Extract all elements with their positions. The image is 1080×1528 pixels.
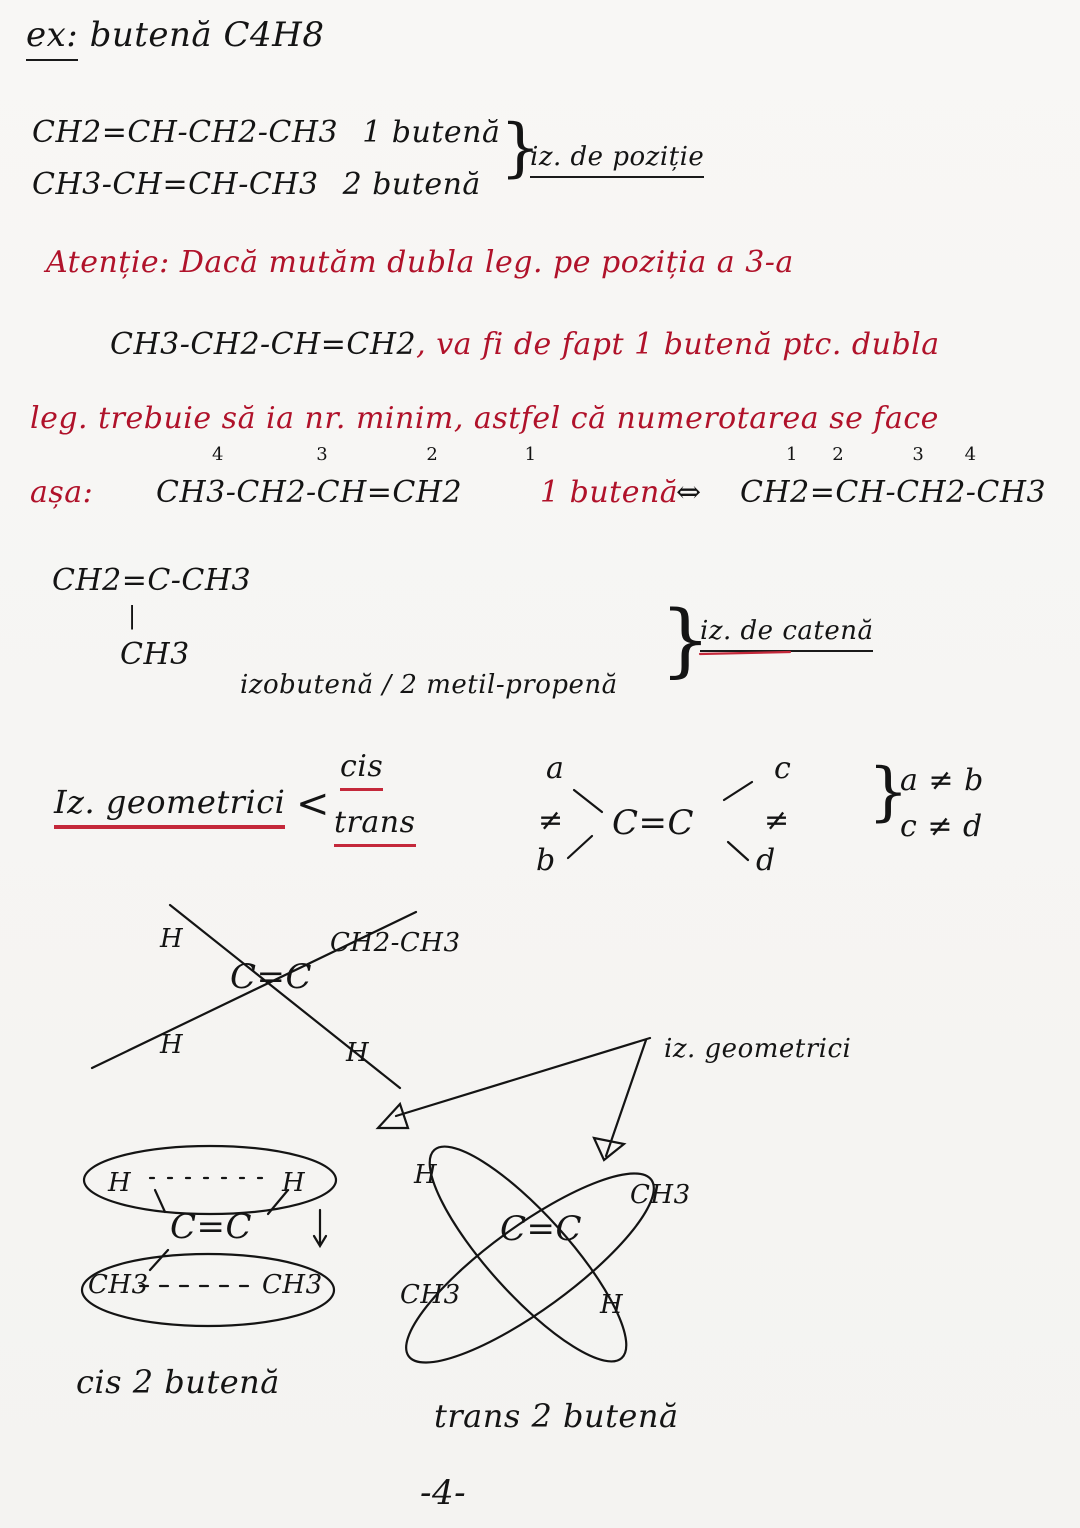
general-double-bond: C=C bbox=[612, 803, 695, 843]
result-name: 1 butenă bbox=[540, 475, 679, 510]
formula: CH3-CH=CH-CH3 bbox=[32, 167, 319, 202]
branch-bracket-icon: < bbox=[296, 781, 331, 827]
trans-ch3-top: CH3 bbox=[630, 1180, 691, 1210]
trans-ch3-bottom: CH3 bbox=[400, 1280, 461, 1310]
neq-left: ≠ bbox=[538, 803, 564, 838]
arrow-label: iz. geometrici bbox=[664, 1034, 852, 1064]
isobutene-branch: CH3 bbox=[120, 637, 190, 672]
isobutene-formula: CH2=C-CH3 bbox=[52, 563, 252, 598]
cis-double-bond: C=C bbox=[170, 1207, 253, 1247]
cis-caption: cis 2 butenă bbox=[76, 1363, 280, 1401]
sub-h-bottom-right: H bbox=[346, 1038, 370, 1068]
numbers-right: 1 2 3 4 bbox=[786, 444, 977, 465]
numbered-formula-left: CH3-CH2-CH=CH2 bbox=[156, 475, 463, 510]
neq-right: ≠ bbox=[764, 803, 790, 838]
sub-d: d bbox=[756, 843, 776, 878]
isomer-row-2 bbox=[32, 167, 481, 202]
note-line-1: Atenție: Dacă mutăm dubla leg. pe poziția a 3-a bbox=[46, 245, 794, 280]
trans-double-bond: C=C bbox=[500, 1209, 583, 1249]
note-title: Atenție: bbox=[46, 245, 170, 280]
trans-label: trans bbox=[334, 808, 416, 838]
cis-label: cis bbox=[340, 752, 383, 782]
branch-bond: | bbox=[128, 602, 137, 630]
sub-b: b bbox=[536, 843, 556, 878]
cis-ch3-left: CH3 bbox=[88, 1270, 149, 1300]
page-number: -4- bbox=[420, 1473, 467, 1513]
geometric-title: Iz. geometrici bbox=[54, 786, 285, 818]
sub-h-bottom-left: H bbox=[160, 1030, 184, 1060]
note-formula: CH3-CH2-CH=CH2 bbox=[110, 327, 417, 362]
chain-isomer-label: iz. de catenă bbox=[700, 618, 873, 644]
brace-icon: } bbox=[660, 593, 711, 686]
compound-formula: C4H8 bbox=[223, 15, 325, 55]
condition-2: c ≠ d bbox=[900, 809, 983, 844]
trans-h-top: H bbox=[414, 1160, 438, 1190]
isomer-name: 1 butenă bbox=[362, 115, 501, 150]
double-bond-1butene: C=C bbox=[230, 957, 313, 997]
brace-icon: } bbox=[868, 755, 909, 829]
compound-name: butenă bbox=[89, 15, 213, 55]
brace-icon: } bbox=[500, 111, 541, 185]
condition-1: a ≠ b bbox=[900, 763, 984, 798]
trans-h-bottom: H bbox=[600, 1290, 624, 1320]
note-line-4: așa: bbox=[30, 475, 94, 510]
position-isomer-label: iz. de poziție bbox=[530, 144, 704, 170]
isomer-name: 2 butenă bbox=[342, 167, 481, 202]
numbers-left: 4 3 2 1 bbox=[212, 444, 537, 465]
header-line bbox=[26, 15, 325, 55]
trans-caption: trans 2 butenă bbox=[434, 1397, 679, 1435]
sub-ethyl: CH2-CH3 bbox=[330, 928, 461, 958]
cis-h-left: H bbox=[108, 1168, 132, 1198]
note-line-3: leg. trebuie să ia nr. minim, astfel că numerotarea se face bbox=[30, 401, 939, 436]
sub-a: a bbox=[546, 751, 565, 786]
formula: CH2=CH-CH2-CH3 bbox=[32, 115, 339, 150]
isobutene-name: izobutenă / 2 metil-propenă bbox=[240, 670, 618, 700]
numbered-formula-right: CH2=CH-CH2-CH3 bbox=[740, 475, 1047, 510]
example-label: ex: bbox=[26, 15, 78, 61]
cis-ch3-right: CH3 bbox=[262, 1270, 323, 1300]
equivalence-icon: ⇔ bbox=[676, 475, 702, 510]
isomer-row-1 bbox=[32, 115, 501, 150]
sub-h-top-left: H bbox=[160, 924, 184, 954]
sub-c: c bbox=[774, 751, 792, 786]
cis-h-right: H bbox=[282, 1168, 306, 1198]
note-line-2: CH3-CH2-CH=CH2, va fi de fapt 1 butenă ptc. dubla bbox=[110, 327, 940, 362]
